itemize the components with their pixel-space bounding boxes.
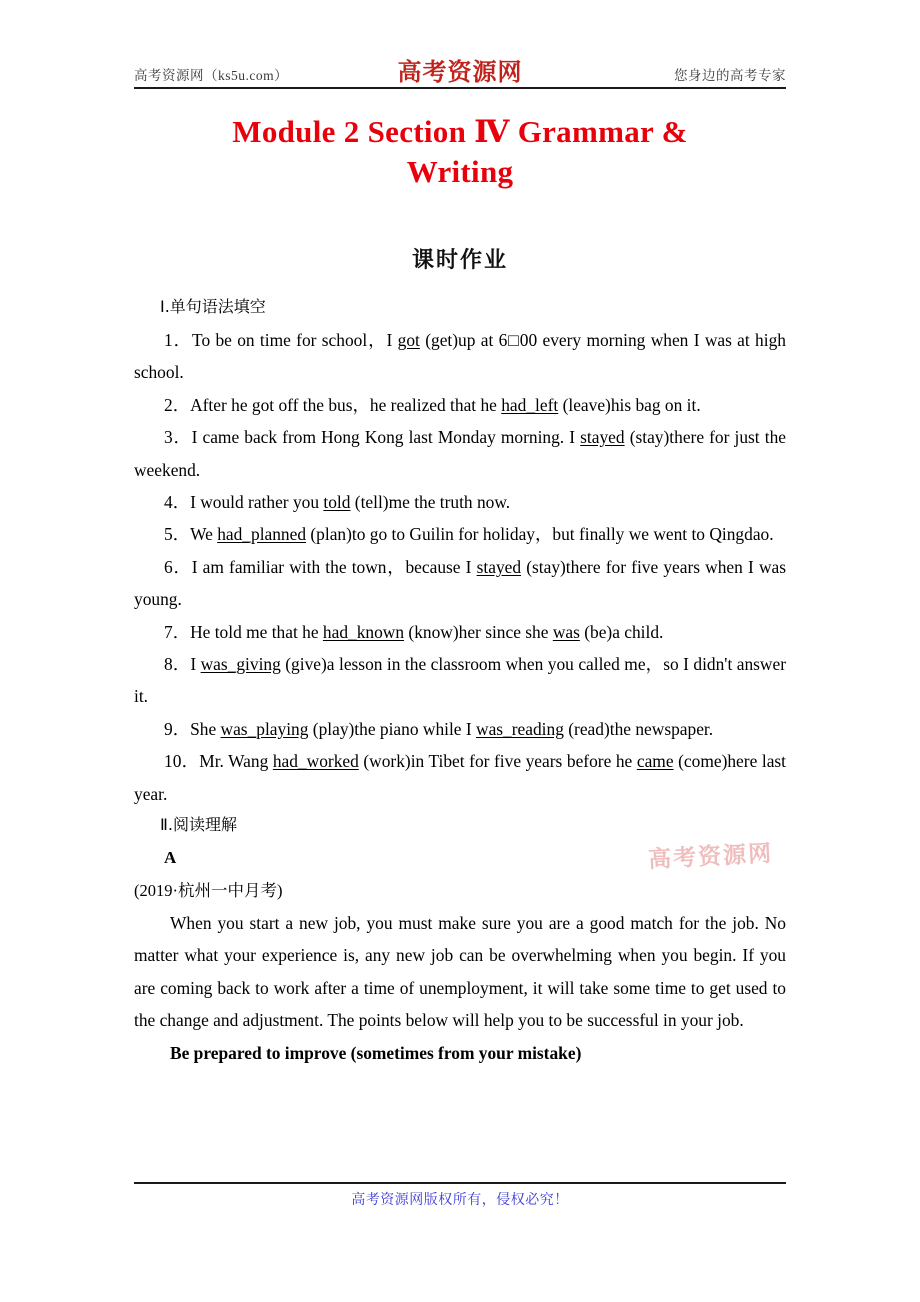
watermark: 高考资源网 (647, 839, 774, 874)
header-tagline: 您身边的高考专家 (674, 68, 786, 83)
page-title (134, 112, 786, 191)
answer-blank: was_giving (200, 654, 281, 675)
section-heading-two: Ⅱ.阅读理解 (160, 815, 237, 835)
passage-letter: A (164, 848, 177, 868)
passage-paragraph: When you start a new job, you must make sure you are a good match for the job. No matter what your experience is, any new job can be overwhelming when you begin. If you are coming back to work after a time of unemployment, it will take some time to get used to the change and adjustment. The points below will help you to be successful in your job. (134, 912, 786, 1031)
exercise-item-6: 6．I am familiar with the town，because I stayed (stay)there for five years when I was young. (134, 556, 786, 610)
running-header (134, 58, 786, 88)
answer-blank: was (552, 621, 580, 642)
exercise-item-5: 5．We had_planned (plan)to go to Guilin for holiday，but finally we went to Qingdao. (164, 524, 774, 545)
answer-blank: was_playing (220, 718, 309, 739)
document-body (134, 292, 786, 1069)
section-heading-one: Ⅰ.单句语法填空 (160, 297, 266, 316)
answer-blank: had_known (322, 621, 405, 642)
exercise-item-1: 1．To be on time for school，I got (get)up at 6□00 every morning when I was at high school. (134, 330, 786, 383)
exercise-item-2: 2．After he got off the bus，he realized that he had_left (leave)his bag on it. (164, 394, 701, 415)
answer-blank: got (397, 330, 420, 350)
exercise-item-9: 9．She was_playing (play)the piano while I was_reading (read)the newspaper. (164, 718, 714, 739)
answer-blank: came (636, 751, 674, 772)
footer-divider (134, 1182, 786, 1184)
footer-copyright: 高考资源网版权所有，侵权必究！ (351, 1192, 569, 1208)
exercise-item-10: 10．Mr. Wang had_worked (work)in Tibet for five years before he came (come)here last year. (134, 751, 787, 804)
answer-blank: had_planned (217, 524, 307, 545)
exercise-item-7: 7．He told me that he had_known (know)her since she was (be)a child. (164, 621, 664, 642)
answer-blank: stayed (580, 427, 625, 448)
answer-blank: stayed (476, 556, 522, 577)
exercise-item-3: 3．I came back from Hong Kong last Monday morning. I stayed (stay)there for just the weekend. (134, 427, 786, 480)
header-site-name: 高考资源网（ks5u.com） (134, 68, 289, 83)
answer-blank: told (323, 492, 351, 513)
exercise-item-4: 4．I would rather you told (tell)me the truth now. (164, 492, 511, 513)
header-divider (134, 87, 786, 89)
header-logo: 高考资源网 (397, 57, 523, 86)
page-title-line2: Writing (406, 153, 514, 189)
page-title-line1: Module 2 Section Ⅳ Grammar & (232, 114, 688, 149)
answer-blank: had_worked (272, 751, 359, 772)
exercise-item-8: 8．I was_giving (give)a lesson in the classroom when you called me，so I didn't answer it. (134, 654, 786, 707)
page-subtitle: 课时作业 (411, 248, 508, 273)
answer-blank: had_left (501, 394, 559, 415)
passage-source: (2019·杭州一中月考) (134, 880, 283, 900)
passage-point-one: Be prepared to improve (sometimes from your mistake) (170, 1042, 582, 1063)
answer-blank: was_reading (476, 718, 564, 739)
